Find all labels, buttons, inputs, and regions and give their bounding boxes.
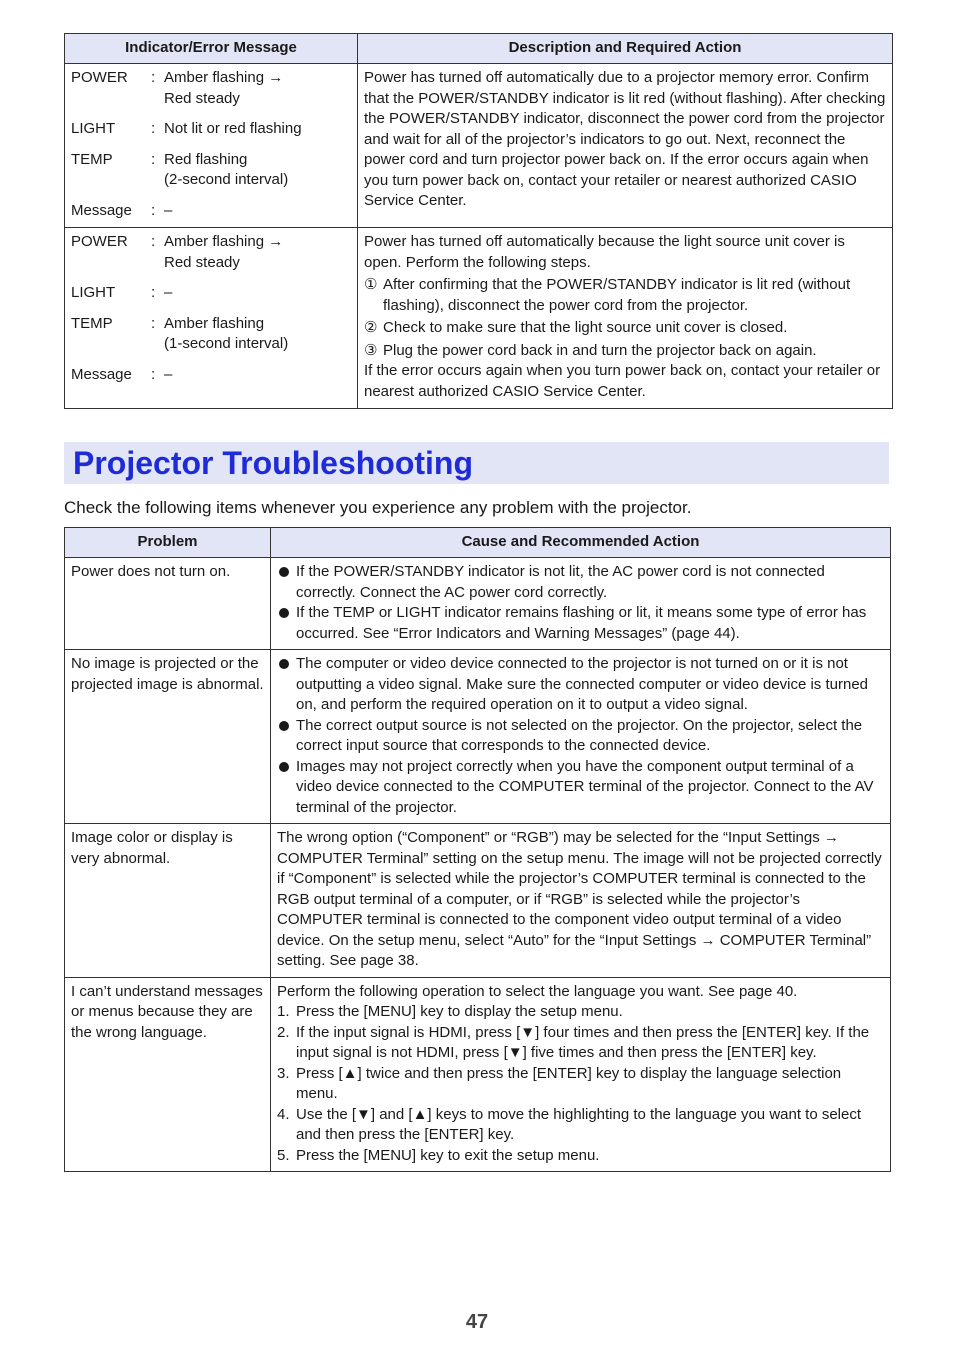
- problem-cell: Power does not turn on.: [65, 558, 271, 650]
- bullet-icon: [277, 603, 296, 644]
- step-number: 2.: [277, 1023, 290, 1041]
- indicator-cell: [65, 64, 358, 228]
- step-text: If the input signal is HDMI, press [▼] four times and then press the [ENTER] key. If the input signal is not HDMI, press [▼] five times and then press the [ENTER] key.: [296, 1023, 870, 1061]
- step-number: 1.: [277, 1003, 290, 1020]
- action-intro: Perform the following operation to select the language you want. See page 40.: [277, 982, 798, 1000]
- description-cell: [358, 228, 893, 409]
- bullet-item: Images may not project correctly when you have the component output terminal of a video device connected to the COMPUTER terminal of the projector. Connect to the AV terminal of the projector.: [277, 757, 884, 819]
- step-text: Check to make sure that the light source unit cover is closed.: [383, 319, 788, 336]
- troubleshooting-table: [64, 527, 891, 1172]
- step-item: [277, 1064, 884, 1105]
- problem-cell: I can’t understand messages or menus because they are the wrong language.: [65, 977, 271, 1172]
- step-number: 5.: [277, 1146, 290, 1164]
- table-row: [65, 650, 891, 824]
- step-number: ③: [364, 341, 378, 359]
- step-text: Use the [▼] and [▲] keys to move the highlighting to the language you want to select and then press the [ENTER] key.: [296, 1105, 862, 1143]
- indicator-power: POWER : Amber flashing → Red steady: [71, 233, 284, 271]
- step-item: [277, 1002, 884, 1023]
- step-text: After confirming that the POWER/STANDBY indicator is lit red (without flashing), disconnect the power cord from the projector.: [383, 276, 851, 314]
- description-text: Power has turned off automatically due to a projector memory error. Confirm that the POWER/STANDBY indicator is lit red (without flashing). After checking the POWER/STANDBY indicator, disconnect the power cord from the projector and wait for all of the projector’s indicators to go out. Next, reconnect the power cord and turn projector power back on. If the error occurs again when you turn power back on, contact your retailer or nearest authorized CASIO Service Center.: [364, 69, 886, 209]
- bullet-icon: [277, 716, 296, 757]
- page-number: 47: [465, 1311, 489, 1333]
- indicator-temp: TEMP : Red flashing (2-second interval): [71, 150, 289, 188]
- bullet-item: If the POWER/STANDBY indicator is not lit, the AC power cord is not connected correctly. Connect the AC power cord correctly.: [277, 562, 884, 603]
- table-row: [65, 558, 891, 650]
- action-cell: [271, 558, 891, 650]
- step-item: [277, 1146, 884, 1167]
- step-number: ②: [364, 319, 378, 336]
- table-row: [65, 228, 893, 409]
- step-number: 3.: [277, 1064, 290, 1082]
- table-row: [65, 824, 891, 978]
- table-header-row: [65, 528, 891, 558]
- bullet-item: The computer or video device connected to the projector is not turned on or it is not outputting a video signal. Make sure the connected computer or video device is turned on, and perform the required operation on it to output a video signal.: [277, 654, 884, 716]
- bullet-icon: [277, 654, 296, 716]
- step-text: Press [▲] twice and then press the [ENTER] key to display the language selection menu.: [296, 1064, 842, 1102]
- description-outro: If the error occurs again when you turn power back on, contact your retailer or nearest authorized CASIO Service Center.: [364, 362, 881, 400]
- step-text: Plug the power cord back in and turn the projector back on again.: [383, 341, 817, 359]
- section-intro: Check the following items whenever you experience any problem with the projector.: [64, 498, 692, 517]
- problem-cell: No image is projected or the projected image is abnormal.: [65, 650, 271, 824]
- section-title: Projector Troubleshooting: [73, 445, 474, 481]
- description-cell: [358, 64, 893, 228]
- step-item: [364, 318, 886, 339]
- indicator-message: Message : –: [71, 365, 173, 383]
- step-item: [364, 275, 886, 316]
- bullet-item: If the TEMP or LIGHT indicator remains flashing or lit, it means some type of error has occurred. See “Error Indicators and Warning Messages” (page 44).: [277, 603, 884, 644]
- problem-cell: Image color or display is very abnormal.: [65, 824, 271, 978]
- column-header-description: Description and Required Action: [358, 34, 893, 64]
- bullet-item: The correct output source is not selected on the projector. On the projector, select the correct input source that corresponds to the connected device.: [277, 716, 884, 757]
- description-intro: Power has turned off automatically because the light source unit cover is open. Perform the following steps.: [364, 233, 845, 271]
- indicator-light: LIGHT : –: [71, 284, 173, 301]
- column-header-problem: Problem: [65, 528, 271, 558]
- indicator-error-table: [64, 33, 893, 409]
- step-text: Press the [MENU] key to display the setup menu.: [296, 1003, 623, 1020]
- step-item: [364, 341, 886, 362]
- step-item: [277, 1105, 884, 1146]
- table-header-row: [65, 34, 893, 64]
- indicator-light: LIGHT : Not lit or red flashing: [71, 120, 302, 137]
- indicator-power: POWER : Amber flashing → Red steady: [71, 69, 284, 107]
- indicator-message: Message : –: [71, 201, 173, 219]
- bullet-icon: [277, 562, 296, 603]
- bullet-icon: [277, 757, 296, 819]
- step-text: Press the [MENU] key to exit the setup menu.: [296, 1146, 600, 1164]
- table-row: [65, 977, 891, 1172]
- action-cell: [271, 977, 891, 1172]
- step-number: 4.: [277, 1105, 290, 1123]
- table-row: [65, 64, 893, 228]
- column-header-indicator: Indicator/Error Message: [65, 34, 358, 64]
- indicator-temp: TEMP : Amber flashing (1-second interval): [71, 314, 289, 352]
- step-number: ①: [364, 276, 378, 293]
- action-cell: [271, 650, 891, 824]
- step-item: [277, 1023, 884, 1064]
- indicator-cell: [65, 228, 358, 409]
- section-heading-bar: [64, 442, 889, 484]
- column-header-cause: Cause and Recommended Action: [271, 528, 891, 558]
- action-cell: The wrong option (“Component” or “RGB”) may be selected for the “Input Settings → COMPUTER Terminal” setting on the setup menu. The image will not be projected correctly if “Component” is selected while the projector’s COMPUTER terminal is connected to the RGB output terminal of a computer, or if “RGB” is selected while the projector’s COMPUTER terminal is connected to the component video output terminal of a video device. On the setup menu, select “Auto” for the “Input Settings → COMPUTER Terminal” setting. See page 38.: [271, 824, 891, 978]
